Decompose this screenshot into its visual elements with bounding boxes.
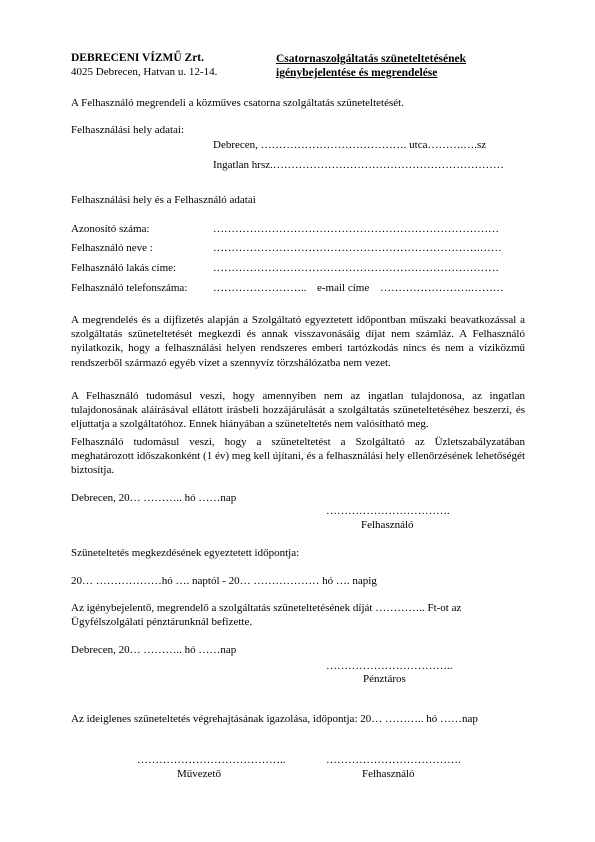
signature-dots-user-2: ………………………………. (326, 754, 461, 766)
field-value-email[interactable]: …………………….……… (380, 282, 504, 294)
signature-dots-user: ……………………………. (326, 505, 450, 517)
field-label-id: Azonosító száma: (71, 223, 150, 235)
terms-paragraph-2: A Felhasználó tudomásul veszi, hogy amennyiben nem az ingatlan tulajdonosa, az ingatlan tulajdonosának aláírásával ellátott írásbeli hozzájárulását a szolgáltatás szüneteltetéséhez beszerzi, és eljuttatja a szolgáltatóhoz. Ennek hiányában a szüneteltetés nem valósítható meg. (71, 390, 525, 431)
field-label-name: Felhasználó neve : (71, 242, 153, 254)
field-label-phone: Felhasználó telefonszáma: (71, 282, 188, 294)
title-line-2: igénybejelentése és megrendelése (276, 67, 438, 79)
date-line-cashier[interactable]: Debrecen, 20… ……….. hó ……nap (71, 644, 237, 656)
intro-text: A Felhasználó megrendeli a közműves csatorna szolgáltatás szüneteltetését. (71, 97, 404, 109)
field-value-phone[interactable]: …………………….. (213, 282, 307, 294)
document-title (276, 52, 526, 80)
place-section-heading: Felhasználási hely adatai: (71, 124, 185, 136)
payment-line-2: Ügyfélszolgálati pénztárunknál befizette. (71, 616, 253, 628)
signature-label-user-2: Felhasználó (362, 768, 415, 780)
signature-dots-foreman: ………………………………….. (137, 754, 286, 766)
signature-dots-cashier: …………………………….. (326, 660, 453, 672)
signature-label-user: Felhasználó (361, 519, 414, 531)
field-label-email: e-mail címe (317, 282, 370, 294)
address-line[interactable]: Debrecen, …………………………………. utca……….….sz (213, 139, 487, 151)
terms-paragraph-1: A megrendelés és a díjfizetés alapján a Szolgáltató egyeztetett időpontban műszaki beavatkozással a szolgáltatás szüneteltetését megkezdi és annak visszavonásáig díjat nem számláz. A Felhasználó nyilatkozik, hogy a felhasználási helyen rendszeres emberi tartózkodás nincs és nem a viziközmű rendszerből származó egyéb vizet a szennyvíz törzshálózatba nem vezet. (71, 314, 525, 369)
field-value-id[interactable]: …………………………………………………………………… (213, 223, 499, 235)
field-value-name[interactable]: ……………………………………………………………….…… (213, 242, 502, 254)
start-date-line[interactable]: 20… ………………hó …. naptól - 20… ……………… hó …. napig (71, 575, 377, 587)
field-value-address[interactable]: …………………………………………………………………… (213, 262, 499, 274)
payment-line-1: Az igénybejelentő, megrendelő a szolgáltatás szüneteltetésének díját ………….. Ft-ot az (71, 602, 462, 614)
field-label-address: Felhasználó lakás címe: (71, 262, 177, 274)
confirmation-line[interactable]: Az ideiglenes szüneteltetés végrehajtásának igazolása, időpontja: 20… ……….. hó ……nap (71, 713, 478, 725)
company-name: DEBRECENI VÍZMŰ Zrt. (71, 52, 205, 64)
start-date-heading: Szüneteltetés megkezdésének egyeztetett időpontja: (71, 547, 300, 559)
signature-label-cashier: Pénztáros (363, 673, 406, 685)
company-address: 4025 Debrecen, Hatvan u. 12-14. (71, 66, 218, 78)
user-section-heading: Felhasználási hely és a Felhasználó adatai (71, 194, 256, 206)
title-line-1: Csatornaszolgáltatás szüneteltetésének (276, 53, 467, 65)
signature-label-foreman: Művezető (177, 768, 221, 780)
date-line-user[interactable]: Debrecen, 20… ……….. hó ……nap (71, 492, 237, 504)
terms-paragraph-3: Felhasználó tudomásul veszi, hogy a szüneteltetést a Szolgáltató az Üzletszabályzatában meghatározott időszakonként (1 év) meg kell újítani, és a felhasználási hely ellenőrzésének lehetőségét biztosítja. (71, 436, 525, 477)
parcel-number-line[interactable]: Ingatlan hrsz.……………………………………………………… (213, 159, 504, 171)
